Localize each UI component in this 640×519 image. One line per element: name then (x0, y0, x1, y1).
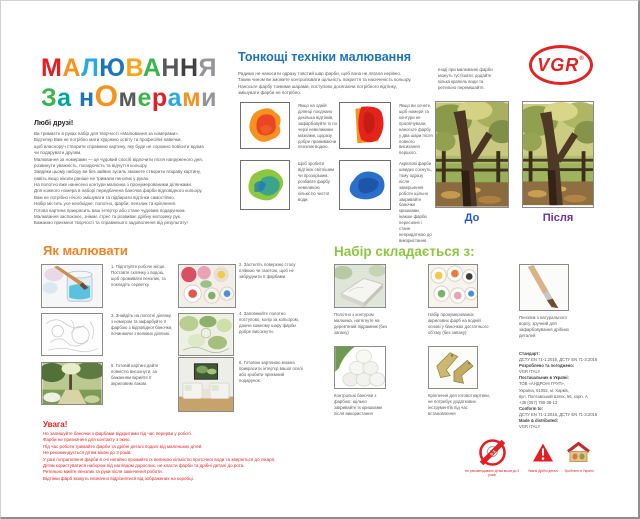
kit-heading: Набір складається з: (334, 244, 475, 259)
green-blue-paint-blob-icon (240, 160, 290, 210)
attention-text: Не залишуйте баночки з фарбами відкритими під час перерви у роботі. Фарби не призначені для контакту з їжею. Під час роботи тримайте фарби та дрібні деталі подалі від маленьких дітей. Не рекомендується дітям віком до 3 років. У разі потрапляння фарби в очі негайно промийте їх великою кількістю проточної води та зверніться до лікаря. Дітям користуватися набором під наглядом дорослих, не класти фарби та дрібні деталі до рота. Ретельно мийте пензлик та руки після закінчення роботи. Відтінки фарб можуть незначно відрізнятися від зображених на коробці. (43, 431, 276, 481)
warning-triangle-icon (532, 442, 554, 463)
kit-canvas-photo (334, 264, 386, 308)
step6-caption: 6. Готовою картиною можна прикрасити інтер’єр вашої оселі або зробити приємний подарунок. (239, 360, 303, 383)
intro-heading: Любі друзі! (34, 120, 74, 127)
kit-brush-caption: Пензлик з натурального ворсу, зручний для зафарбовування дрібних деталей (519, 315, 569, 338)
technique-heading: Тонкощі техніки малювання (238, 50, 412, 64)
howto-heading: Як малювати (43, 243, 128, 258)
before-photo-tree (435, 101, 509, 208)
age-restriction-caption: Не рекомендовано дітям віком до 3 років (464, 469, 520, 478)
kit-paint-pots-photo (334, 346, 386, 389)
step2-caption: 2. Застеліть поверхню столу плівкою чи газетою, щоб не забруднити її фарбами. (239, 262, 296, 279)
kit-hooks-photo (428, 346, 478, 389)
step4-photo-partially-painted (178, 313, 234, 356)
kit-canvas-caption: Полотно з контуром малюнка, натягнуте на дерев’яний підрамник (без запаху) (334, 312, 388, 335)
swatch-caption-3: Щоб зробити відтінок світлішим чи прозорішим, розбавте фарбу невеликою кількістю чистої води. (298, 161, 335, 202)
before-label: До (464, 212, 480, 224)
kit-brush-photo (519, 264, 569, 311)
made-in-ukraine-caption: Зроблено в Україні (564, 469, 594, 473)
after-photo-tree (522, 101, 594, 208)
kit-hooks-caption: Кріплення для готової картини, не потребує додаткових інструментів під час встановлення (428, 393, 490, 416)
vgr-logo-text: VGR (537, 54, 580, 75)
orange-red-paint-blob-icon (240, 102, 290, 149)
attention-heading: Увага! (43, 420, 68, 429)
step1-photo-water-jar (41, 264, 103, 308)
step5-photo-finished-painting (41, 362, 103, 405)
red-paint-blob-icon (339, 102, 391, 149)
warning-caption: Увага! Дрібні деталі (527, 469, 559, 473)
age-restriction-icon (479, 439, 506, 466)
swatch-caption-2: Якщо ви хочете, щоб номери та контури не просвічували, наносьте фарбу у два шари після повного висихання першого. (399, 103, 433, 156)
step3-caption: 3. Знайдіть на полотні ділянку з номером та зафарбуйте її фарбою з відповідної баночки, починаючи з великих ділянок. (111, 313, 173, 336)
step6-photo-interior (178, 357, 234, 412)
swatch-caption-4: Акрилові фарби швидко сохнуть, тому одразу після завершення роботи щільно закривайте баночки кришками, інакше фарба пересохне і стане непридатною до використання. (399, 161, 432, 243)
swatch-caption-1: Якщо на одній ділянці поєднано декілька відтінків, зафарбовуйте їх по черзі невеликими мазками, щоразу добре промиваючи пензлик водою. (298, 103, 338, 150)
step2-photo-paints-flowers (178, 264, 236, 308)
step4-caption: 4. Заповнюйте полотно поступово, колір за кольором, даючи кожному шару фарби добре висохнути. (239, 311, 299, 334)
step5-caption: 5. Готовій картині дайте повністю висохнути, за бажанням вкрийте її акриловим лаком. (111, 363, 159, 386)
registered-mark: ® (579, 56, 585, 62)
kit-pots-caption: Контрольні баночки з фарбою: щільно закривайте їх кришками після використання (334, 393, 382, 416)
title-line1: МАЛЮВАННЯ (41, 54, 217, 82)
made-in-ukraine-icon (566, 441, 591, 464)
kit-paints-caption: Набір пронумерованих акрилових фарб на водній основі у баночках достатнього об’єму (без запаху) (428, 312, 489, 335)
vgr-logo (529, 45, 593, 85)
paint-tip-note: Іноді при малюванні фарби можуть густішати: додайте кілька крапель води та ретельно перемішайте. (438, 67, 493, 90)
after-label: Після (542, 212, 574, 224)
standards-block: Стандарт: ДСТУ EN 71-1:2016, ДСТУ EN 71-3:2016 Розроблено та погоджено: VGR ITALY Постачальник в Україні: ТОВ «АНДРОНІ ГРУП», Україна, 61052, м. Харків, вул. Полтавський Шлях, 56, корп. А +38 (057) 755-36-13 Conform to: ДСТУ EN 71-1:2016, ДСТУ EN 71-3:2016 Made & distributed: VGR ITALY (519, 351, 598, 430)
title-line2: За нОмерами (41, 80, 217, 114)
kit-paints-photo (428, 264, 478, 308)
intro-text: Ви тримаєте в руках набір для творчості «Малювання за номерами». Відтепер Вам не потрібно мати художню освіту та професійні навички, щоб власноруч створити справжню картину, яку буде не соромно повісити вдома чи подарувати друзям. Малювання за номерами — це чудовий спосіб відпочити після напруженого дня, розвинути уважність, посидючість та відчуття кольору. Завдяки цьому набору ви без зайвих зусиль зможете створити яскраву картину, навіть якщо ніколи раніше не тримали пензлик у руках. На полотно вже нанесено контури малюнка з пронумерованими ділянками. Для кожного номера в наборі передбачена баночка фарби відповідного кольору. Вам не потрібно нічого змішувати та підбирати відтінки самостійно. Набір містить усе необхідне: полотно, фарби, пензлик та кріплення. Готова картина прикрасить ваш інтер’єр або стане чудовим подарунком. Малювання заспокоює, знімає стрес та розвиває дрібну моторику рук. Бажаємо приємної творчості та справжнього задоволення від результату! (34, 131, 204, 226)
product-title (41, 55, 217, 113)
blue-paint-blob-icon (339, 160, 391, 210)
step3-photo-outline-canvas (41, 313, 103, 356)
svg-text:0-3: 0-3 (488, 448, 497, 457)
step1-caption: 1. Підготуйте робоче місце. Поставте склянку з водою, щоб промивати пензлик, та покладіть серветку. (111, 264, 166, 287)
technique-intro: Радимо не наносити одразу товстий шар фарби, щоб вона не лягала нерівно. Таким чином ви зможете контролювати щільність покриття та насиченість кольору. Наносьте фарбу тонкими шарами, поступово досягаючи потрібного відтінку, змішувати фарби не потрібно. (238, 71, 412, 96)
